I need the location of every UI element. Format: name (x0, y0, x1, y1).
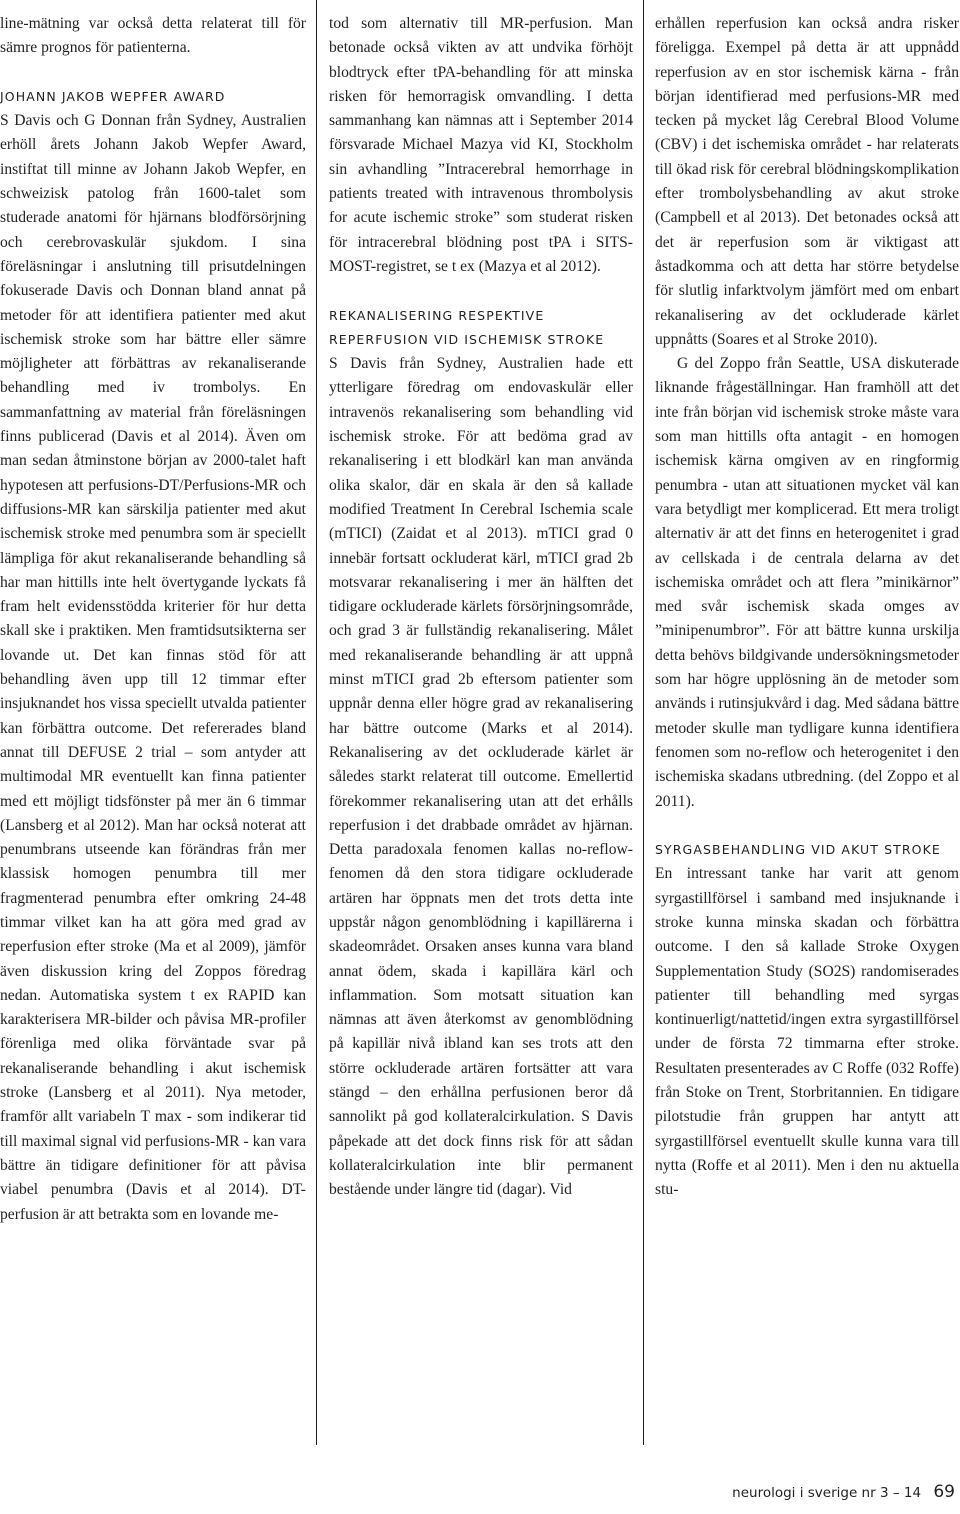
section-heading: REKANALISERING RESPEKTIVE REPERFUSION VID ISCHEMISK STROKE (329, 307, 605, 347)
column-divider (316, 0, 317, 1445)
paragraph: En intressant tanke har varit att genom syrgastillförsel i samband med insjuknande i stroke kunna minska skadan och förbättra outcome. I den så kallade Stroke Oxygen Supplementation Study (SO2S) randomiserades patienter till behandling med syrgas kontinuerligt/nattetid/ingen extra syrgastillförsel under de första 72 timmarna efter stroke. Resultaten presenterades av C Roffe (032 Roffe) från Stoke on Trent, Storbritannien. En tidigare pilotstudie från gruppen har antytt att syrgastillförsel eventuellt skulle kunna vara till nytta (Roffe et al 2011). Men i den nu aktuella stu- (655, 865, 959, 1199)
paragraph: G del Zoppo från Seattle, USA diskuterade liknande frågeställningar. Han framhöll att det inte från början vid ischemisk stroke måste vara som man hittills ofta antagit - en homogen ischemisk kärna omgiven av en ringformig penumbra - utan att situationen mycket väl kan vara betydligt mer komplicerad. Ett mera troligt alternativ är att det finns en heterogenitet i grad av cellskada i de centrala delarna av det ischemiska området och att flera ”minikärnor” med svår ischemisk skada omges av ”minipenumbror”. För att bättre kunna urskilja detta behövs bildgivande undersökningsmetoder som har högre upplösning än de metoder som används i rutinsjukvård i dag. Med sådana bättre metoder skulle man tydligare kunna identifiera fenomen som no-reflow och heterogenitet i den ischemiska skadans utbredning. (del Zoppo et al 2011). (655, 355, 959, 810)
publication-name: neurologi i sverige nr 3 – 14 (732, 1485, 922, 1501)
paragraph: erhållen reperfusion kan också andra risker föreligga. Exempel på detta är att uppnådd reperfusion av en stor ischemisk kärna - från början identifierad med perfusions-MR med tecken på mycket låg Cerebral Blood Volume (CBV) i det ischemiska området - har relaterats till ökad risk för cerebral blödningskomplikation efter trombolysbehandling av akut stroke (Campbell et al 2013). Det betonades också att det är reperfusion som är viktigast att åstadkomma och att detta har större betydelse för slutlig infarktvolym jämfört med om enbart rekanalisering av det ockluderade kärlet uppnåtts (Soares et al Stroke 2010). (655, 15, 959, 348)
page-number: 69 (933, 1482, 955, 1502)
article-column-2 (329, 12, 633, 1203)
article-column-1 (0, 12, 306, 1227)
paragraph: S Davis från Sydney, Australien hade ett ytterligare föredrag om endovaskulär eller intravenös rekanalisering som behandling vid ischemisk stroke. För att bedöma grad av rekanalisering i ett blodkärl kan man använda olika skalor, där en skala är den så kallade modified Treatment In Cerebral Ischemia scale (mTICI) (Zaidat et al 2013). mTICI grad 0 innebär fortsatt ockluderat kärl, mTICI grad 2b motsvarar rekanalisering i mer än hälften det tidigare ockluderade kärlets försörjningsområde, och grad 3 är fullständig rekanalisering. Målet med rekanaliserande behandling är att uppnå minst mTICI grad 2b eftersom patienter som uppnår denna eller högre grad av rekanalisering har bättre outcome (Marks et al 2014). Rekanalisering av det ockluderade kärlet är således starkt relaterat till outcome. Emellertid förekommer rekanalisering utan att det erhålls reperfusion i det drabbade området av hjärnan. Detta paradoxala fenomen kallas no-reflow-fenomen då den stora tidigare ockluderade artären har öppnats men det trots detta inte uppstår någon genomblödning i kapillärerna i skadeområdet. Orsaken anses kunna vara bland annat ödem, skada i kapillära kärl och inflammation. Som motsatt situation kan nämnas att även återkomst av genomblödning på kapillär nivå ibland kan ses trots att den större ockluderade artären fortsätter att vara stängd – den erhållna perfusionen beror då sannolikt på god kollateralcirkulation. S Davis påpekade att det dock finns risk för att sådan kollateralcirkulation inte blir permanent bestående under längre tid (dagar). Vid (329, 355, 633, 1199)
paragraph: line-mätning var också detta relaterat till för sämre prognos för patienterna. (0, 15, 306, 57)
column-divider (643, 0, 644, 1445)
section-heading: SYRGASBEHANDLING VID AKUT STROKE (655, 842, 941, 858)
paragraph: tod som alternativ till MR-perfusion. Man betonade också vikten av att undvika förhöjt blodtryck efter tPA-behandling för att minska risken för hemorragisk omvandling. I detta sammanhang kan nämnas att i September 2014 försvarade Michael Mazya vid KI, Stockholm sin avhandling ”Intracerebral hemorrhage in patients treated with intravenous thrombolysis for acute ischemic stroke” som studerat risken för intracerebral blödning post tPA i SITS-MOST-registret, se t ex (Mazya et al 2012). (329, 15, 633, 275)
article-column-3 (655, 12, 959, 1203)
page-footer (732, 1482, 955, 1502)
paragraph: S Davis och G Donnan från Sydney, Australien erhöll årets Johann Jakob Wepfer Award, instiftat till minne av Johann Jakob Wepfer, en schweizisk patolog från 1600-talet som studerade anatomi för hjärnans blodförsörjning och cerebrovaskulär sjukdom. I sina föreläsningar i anslutning till prisutdelningen fokuserade Davis och Donnan bland annat på metoder för att identifiera patienter med akut ischemisk stroke som har bättre eller sämre möjligheter att förbättras av rekanaliserande behandling med iv trombolys. En sammanfattning av material från föreläsningen finns publicerad (Davis et al 2014). Även om man sedan åtminstone början av 2000-talet haft hypotesen att perfusions-DT/Perfusions-MR och diffusions-MR kan särskilja patienter med akut ischemisk stroke med penumbra som är speciellt lämpliga för akut rekanaliserande behandling så har man hittills inte helt övertygande lyckats få fram helt evidensstödda kriterier för hur detta skall ske i praktiken. Men framtidsutsikterna ser lovande ut. Det kan finnas stöd för att behandling även upp till 12 timmar efter insjuknandet hos vissa speciellt utvalda patienter kan förbättra outcome. Det refererades bland annat till DEFUSE 2 trial – som antyder att multimodal MR eventuellt kan finna patienter med ett möjligt tidsfönster på mer än 6 timmar (Lansberg et al 2012). Man har också noterat att penumbrans utseende kan förändras från mer klassisk homogen penumbra till mer fragmenterad penumbra efter omkring 24-48 timmar vilket kan ha att göra med grad av reperfusion efter stroke (Ma et al 2009), jämför även diskussion kring del Zoppos föredrag nedan. Automatiska system t ex RAPID kan karakterisera MR-bilder och påvisa MR-profiler förenliga med olika förväntade svar på rekanaliserande behandling i akut ischemisk stroke (Lansberg et al 2011). Nya metoder, framför allt variabeln T max - som indikerar tid till maximal signal vid perfusions-MR - kan vara bättre än tidigare definitioner för att påvisa viabel penumbra (Davis et al 2014). DT-perfusion är att betrakta som en lovande me- (0, 112, 306, 1223)
section-heading: JOHANN JAKOB WEPFER AWARD (0, 88, 226, 104)
